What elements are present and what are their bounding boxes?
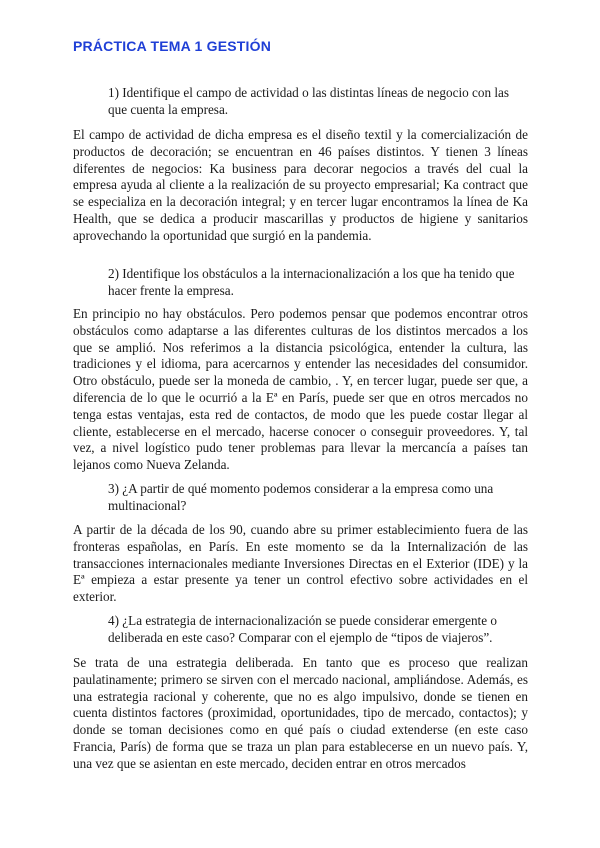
document-title: PRÁCTICA TEMA 1 GESTIÓN xyxy=(73,38,272,54)
answer-4: Se trata de una estrategia deliberada. En tanto que es proceso que realizan paulatinamente; primero se sirven con el mercado nacional, ampliándose. Además, es una estrategia racional y coherente, que no es algo impulsivo, donde se tienen en cuenta distintos factores (proximidad, oportunidades, tipo de mercado, contactos); y donde se toman decisiones como en qué país o ciudad extenderse (en este caso Francia, París) de forma que se traza un plan para establecerse en un nuevo país. Y, una vez que se asientan en este mercado, deciden entrar en otros mercados xyxy=(73,655,528,771)
question-1: 1) Identifique el campo de actividad o las distintas líneas de negocio con las que cuenta la empresa. xyxy=(108,85,509,117)
question-2: 2) Identifique los obstáculos a la internacionalización a los que ha tenido que hacer frente la empresa. xyxy=(108,266,515,298)
answer-3: A partir de la década de los 90, cuando abre su primer establecimiento fuera de las fronteras españolas, en París. En este momento se da la Internalización de las transacciones internacionales mediante Inversiones Directas en el Exterior (IDE) y la Eª empieza a estar presente ya tener un control efectivo sobre actividades en el exterior. xyxy=(73,522,528,605)
question-3: 3) ¿A partir de qué momento podemos considerar a la empresa como una multinacional? xyxy=(108,481,494,513)
answer-2: En principio no hay obstáculos. Pero podemos pensar que podemos encontrar otros obstáculos como adaptarse a las diferentes culturas de los distintos mercados a los que se amplió. Nos referimos a la distancia psicológica, entender la cultura, las tradiciones y el idioma, para acercarnos y entender las necesidades del consumidor. Otro obstáculo, puede ser la moneda de cambio, . Y, en tercer lugar, puede ser que, a diferencia de lo que le ocurrió a la Eª en París, puede ser que en otros mercados no tenga estas ventajas, esta red de contactos, de modo que les puede costar llegar al cliente, establecerse en el mercado, hacerse conocer o conseguir proveedores. Y, tal vez, a nivel logístico pudo tener problemas para llevar la mercancía a países tan lejanos como Nueva Zelanda. xyxy=(73,306,528,473)
question-4: 4) ¿La estrategia de internacionalización se puede considerar emergente o deliberada en este caso? Comparar con el ejemplo de “tipos de viajeros”. xyxy=(108,613,497,645)
answer-1: El campo de actividad de dicha empresa es el diseño textil y la comercialización de productos de decoración; se encuentran en 46 países distintos. Y tienen 3 líneas diferentes de negocios: Ka business para decorar negocios a través del cual la empresa ayuda al cliente a la realización de su proyecto empresarial; Ka contract que se especializa en la decoración integral; y en tercer lugar encontramos la línea de Ka Health, que se dedica a producir mascarillas y productos de higiene y sanitarios aprovechando la oportunidad que surgió en la pandemia. xyxy=(73,127,528,243)
